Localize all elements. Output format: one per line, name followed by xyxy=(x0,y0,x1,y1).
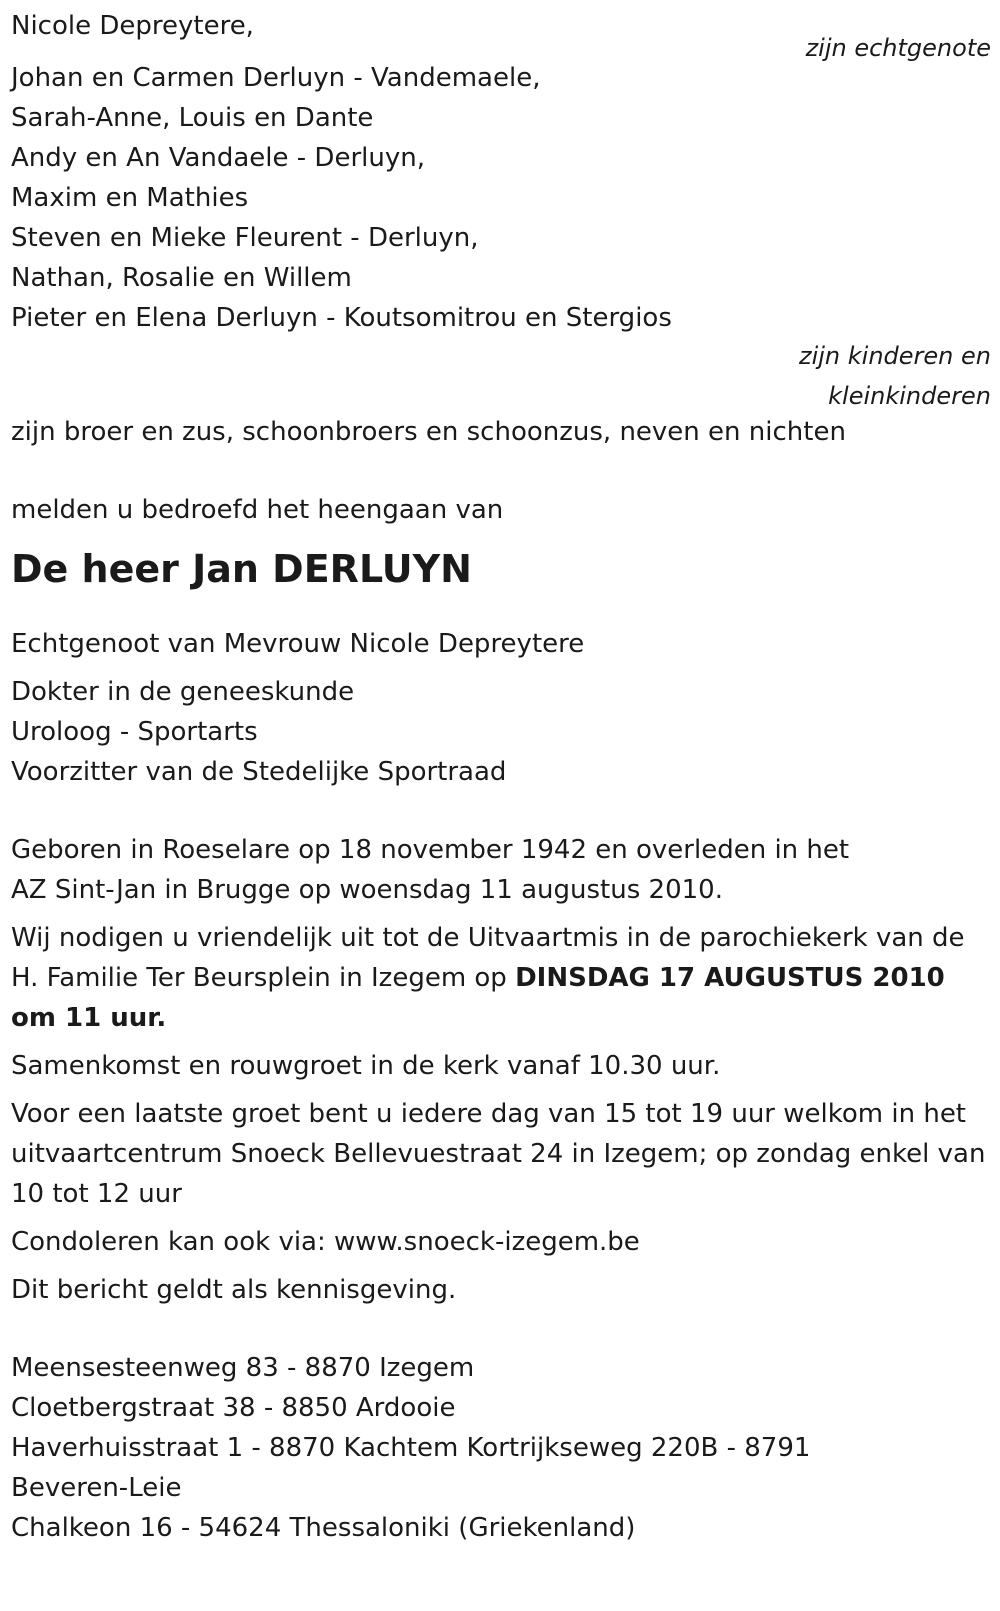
notice-paragraph: Dit bericht geldt als kennisgeving. xyxy=(11,1275,457,1305)
address-line: Chalkeon 16 - 54624 Thessaloniki (Griekenland) xyxy=(11,1513,636,1543)
children-role-line1: zijn kinderen en xyxy=(799,342,991,370)
spouse-of-line: Echtgenoot van Mevrouw Nicole Depreytere xyxy=(11,629,585,659)
spouse-name: Nicole Depreytere, xyxy=(11,11,254,41)
condolences-paragraph: Condoleren kan ook via: www.snoeck-izegem.be xyxy=(11,1227,640,1257)
address-line: Haverhuisstraat 1 - 8870 Kachtem Kortrijkseweg 220B - 8791 Beveren-Leie xyxy=(11,1433,811,1503)
profession-line: Dokter in de geneeskunde xyxy=(11,677,355,707)
children-role-line2: kleinkinderen xyxy=(828,382,991,410)
address-line: Meensesteenweg 83 - 8870 Izegem xyxy=(11,1353,475,1383)
grandchildren-line: Sarah-Anne, Louis en Dante xyxy=(11,103,374,133)
children-line: Steven en Mieke Fleurent - Derluyn, xyxy=(11,223,479,253)
children-line: Johan en Carmen Derluyn - Vandemaele, xyxy=(11,63,541,93)
gathering-paragraph: Samenkomst en rouwgroet in de kerk vanaf 10.30 uur. xyxy=(11,1051,721,1081)
funeral-text: Wij nodigen u vriendelijk uit tot de Uitvaartmis in de parochiekerk van de H. Familie Ter Beursplein in Izegem op xyxy=(11,923,965,993)
visiting-paragraph: Voor een laatste groet bent u iedere dag van 15 tot 19 uur welkom in het uitvaartcentrum Snoeck Bellevuestraat 24 in Izegem; op zondag enkel van 10 tot 12 uur xyxy=(11,1099,986,1209)
children-line: Pieter en Elena Derluyn - Koutsomitrou en Stergios xyxy=(11,303,672,333)
funeral-date: DINSDAG 17 AUGUSTUS 2010 om 11 uur. xyxy=(11,963,945,1033)
children-line: Andy en An Vandaele - Derluyn, xyxy=(11,143,425,173)
deceased-name: De heer Jan DERLUYN xyxy=(11,547,472,591)
profession-line: Uroloog - Sportarts xyxy=(11,717,258,747)
birth-death-paragraph: Geboren in Roeselare op 18 november 1942 en overleden in het AZ Sint-Jan in Brugge op woensdag 11 augustus 2010. xyxy=(11,835,850,905)
obituary-notice xyxy=(11,6,991,1548)
grandchildren-line: Maxim en Mathies xyxy=(11,183,249,213)
announcement-line: melden u bedroefd het heengaan van xyxy=(11,495,504,525)
address-line: Cloetbergstraat 38 - 8850 Ardooie xyxy=(11,1393,456,1423)
siblings-line: zijn broer en zus, schoonbroers en schoonzus, neven en nichten xyxy=(11,417,846,447)
profession-line: Voorzitter van de Stedelijke Sportraad xyxy=(11,757,507,787)
funeral-paragraph xyxy=(11,918,986,1038)
grandchildren-line: Nathan, Rosalie en Willem xyxy=(11,263,352,293)
spouse-role: zijn echtgenote xyxy=(805,34,991,62)
